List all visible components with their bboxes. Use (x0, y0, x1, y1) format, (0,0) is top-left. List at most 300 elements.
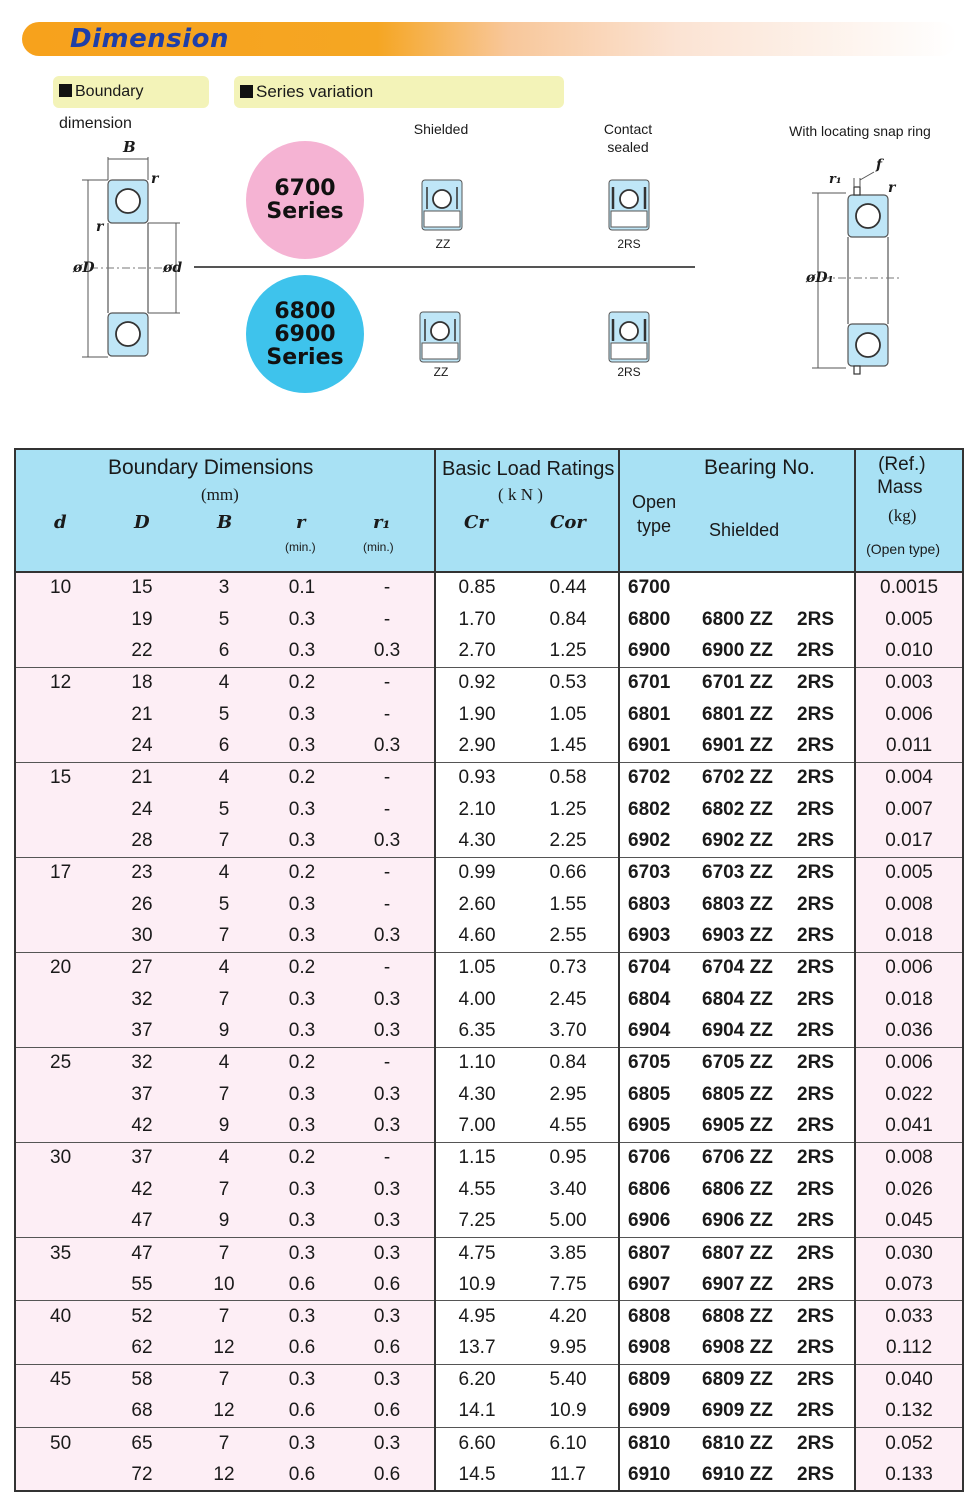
table-row (15, 1269, 963, 1301)
cell-cor: 2.55 (518, 921, 619, 953)
cell-sh: 6905 ZZ (696, 1111, 797, 1143)
cell-B: 4 (184, 667, 264, 699)
series-6800-6900-badge (246, 275, 364, 393)
cell-cr: 2.90 (435, 730, 518, 762)
square-bullet-icon (240, 85, 253, 98)
cell-cr: 6.60 (435, 1428, 518, 1460)
cell-r1: - (340, 667, 435, 699)
cell-cor: 1.25 (518, 635, 619, 667)
cell-d (15, 604, 100, 636)
label-r-snap: r (888, 180, 896, 196)
series-divider (194, 266, 695, 268)
cell-cor: 3.70 (518, 1016, 619, 1048)
cell-cr: 10.9 (435, 1269, 518, 1301)
shielded-bearing-icon-6700 (421, 179, 463, 231)
cell-sh: 6906 ZZ (696, 1206, 797, 1238)
table-row (15, 1111, 963, 1143)
cell-B: 5 (184, 794, 264, 826)
cell-r1: 0.3 (340, 635, 435, 667)
cell-D: 15 (100, 572, 184, 604)
cell-open: 6901 (619, 730, 696, 762)
cell-D: 21 (100, 699, 184, 731)
cell-r: 0.2 (264, 952, 340, 984)
series-6700-number: 6700 (274, 176, 336, 201)
cell-r1: 0.3 (340, 1301, 435, 1333)
cell-cor: 9.95 (518, 1333, 619, 1365)
cell-cr: 4.95 (435, 1301, 518, 1333)
cell-cr: 7.00 (435, 1111, 518, 1143)
cell-cr: 1.15 (435, 1142, 518, 1174)
label-f: f (876, 157, 883, 173)
series-6800-word: Series (266, 344, 344, 370)
cell-B: 7 (184, 921, 264, 953)
contact-sealed-line1: Contact (603, 121, 653, 137)
cell-cor: 0.58 (518, 762, 619, 794)
cell-mass: 0.006 (855, 699, 963, 731)
cell-d (15, 1269, 100, 1301)
cell-sh: 6806 ZZ (696, 1174, 797, 1206)
cell-B: 12 (184, 1459, 264, 1491)
cell-cr: 0.93 (435, 762, 518, 794)
cell-cr: 0.92 (435, 667, 518, 699)
cell-D: 55 (100, 1269, 184, 1301)
cell-mass: 0.022 (855, 1079, 963, 1111)
cell-open: 6800 (619, 604, 696, 636)
tab-series-variation[interactable] (234, 76, 564, 108)
cell-rs: 2RS (797, 1047, 855, 1079)
cell-mass: 0.006 (855, 1047, 963, 1079)
cell-open: 6805 (619, 1079, 696, 1111)
cell-B: 10 (184, 1269, 264, 1301)
cell-r1: 0.3 (340, 1111, 435, 1143)
cell-open: 6900 (619, 635, 696, 667)
cell-r1: 0.3 (340, 921, 435, 953)
table-row (15, 826, 963, 858)
cell-cr: 1.10 (435, 1047, 518, 1079)
cell-sh: 6907 ZZ (696, 1269, 797, 1301)
cell-r1: - (340, 857, 435, 889)
cell-d (15, 1333, 100, 1365)
bearing-header-label: Bearing No. (704, 456, 815, 479)
cell-D: 24 (100, 730, 184, 762)
cell-r: 0.2 (264, 762, 340, 794)
cell-mass: 0.007 (855, 794, 963, 826)
cell-mass: 0.073 (855, 1269, 963, 1301)
cell-sh: 6803 ZZ (696, 889, 797, 921)
cell-mass: 0.008 (855, 1142, 963, 1174)
cell-rs: 2RS (797, 889, 855, 921)
cell-rs: 2RS (797, 1016, 855, 1048)
cell-cor: 1.05 (518, 699, 619, 731)
cell-r1: - (340, 1047, 435, 1079)
cell-r: 0.3 (264, 1079, 340, 1111)
cell-r: 0.3 (264, 1301, 340, 1333)
cell-rs: 2RS (797, 699, 855, 731)
cell-sh: 6706 ZZ (696, 1142, 797, 1174)
cell-sh: 6805 ZZ (696, 1079, 797, 1111)
cell-r: 0.3 (264, 1364, 340, 1396)
cell-D: 32 (100, 984, 184, 1016)
cell-cor: 0.84 (518, 1047, 619, 1079)
load-header-label: Basic Load Ratings (442, 458, 615, 480)
boundary-header-label: Boundary Dimensions (108, 456, 314, 479)
cell-rs: 2RS (797, 921, 855, 953)
cell-cr: 1.70 (435, 604, 518, 636)
cell-cor: 4.20 (518, 1301, 619, 1333)
cell-d: 40 (15, 1301, 100, 1333)
table-row (15, 762, 963, 794)
cell-rs: 2RS (797, 1459, 855, 1491)
cell-rs: 2RS (797, 1174, 855, 1206)
cell-rs: 2RS (797, 1079, 855, 1111)
table-row (15, 667, 963, 699)
cell-open: 6702 (619, 762, 696, 794)
cell-rs: 2RS (797, 762, 855, 794)
cell-mass: 0.040 (855, 1364, 963, 1396)
cell-sh: 6808 ZZ (696, 1301, 797, 1333)
cell-mass: 0.018 (855, 921, 963, 953)
cell-mass: 0.005 (855, 604, 963, 636)
cell-rs: 2RS (797, 952, 855, 984)
cell-r: 0.3 (264, 699, 340, 731)
cell-r: 0.6 (264, 1396, 340, 1428)
cell-r1: 0.6 (340, 1269, 435, 1301)
cell-rs: 2RS (797, 1364, 855, 1396)
tab-boundary-dimension[interactable] (53, 76, 209, 132)
mm-unit-label: (mm) (201, 485, 239, 504)
cell-d: 20 (15, 952, 100, 984)
label-r-left: r (96, 219, 104, 235)
table-row (15, 1174, 963, 1206)
cell-r: 0.6 (264, 1459, 340, 1491)
label-r1: r₁ (829, 172, 842, 187)
label-snap-diameter: øD₁ (806, 270, 834, 286)
cell-cr: 4.30 (435, 826, 518, 858)
contact-sealed-label (582, 120, 674, 156)
cell-d (15, 826, 100, 858)
cell-open: 6809 (619, 1364, 696, 1396)
cell-r: 0.3 (264, 1016, 340, 1048)
cell-rs: 2RS (797, 604, 855, 636)
table-row (15, 1237, 963, 1269)
cell-r: 0.3 (264, 1111, 340, 1143)
cell-B: 4 (184, 1047, 264, 1079)
series-6800-number: 6800 (274, 298, 336, 324)
col-cor-label: Cor (550, 512, 586, 533)
cell-r: 0.2 (264, 1047, 340, 1079)
cell-mass: 0.036 (855, 1016, 963, 1048)
table-row (15, 1301, 963, 1333)
cell-rs: 2RS (797, 635, 855, 667)
cell-cr: 4.30 (435, 1079, 518, 1111)
cell-mass: 0.026 (855, 1174, 963, 1206)
cell-sh: 6800 ZZ (696, 604, 797, 636)
sealed-bearing-icon-6700 (608, 179, 650, 231)
table-row (15, 984, 963, 1016)
cell-cor: 11.7 (518, 1459, 619, 1491)
cell-B: 7 (184, 1174, 264, 1206)
cell-r1: - (340, 699, 435, 731)
cell-rs: 2RS (797, 667, 855, 699)
cell-cor: 1.25 (518, 794, 619, 826)
cell-B: 7 (184, 1364, 264, 1396)
cell-cr: 4.60 (435, 921, 518, 953)
mass-label: Mass (877, 477, 923, 498)
cell-r: 0.3 (264, 635, 340, 667)
cell-open: 6902 (619, 826, 696, 858)
tab-boundary-label: Boundary dimension (59, 83, 144, 132)
rs-label-6700: 2RS (617, 237, 641, 251)
cell-sh: 6903 ZZ (696, 921, 797, 953)
cell-sh: 6904 ZZ (696, 1016, 797, 1048)
cell-sh: 6810 ZZ (696, 1428, 797, 1460)
cell-cr: 4.55 (435, 1174, 518, 1206)
cell-B: 7 (184, 984, 264, 1016)
tab-series-label: Series variation (256, 82, 374, 101)
cell-d: 25 (15, 1047, 100, 1079)
cell-r1: 0.3 (340, 1364, 435, 1396)
cell-cor: 2.45 (518, 984, 619, 1016)
cell-d: 17 (15, 857, 100, 889)
cell-r: 0.3 (264, 1206, 340, 1238)
cell-D: 22 (100, 635, 184, 667)
cell-D: 52 (100, 1301, 184, 1333)
cell-d (15, 1459, 100, 1491)
cell-rs: 2RS (797, 730, 855, 762)
table-row (15, 921, 963, 953)
cell-rs: 2RS (797, 794, 855, 826)
cell-D: 32 (100, 1047, 184, 1079)
cell-open: 6807 (619, 1237, 696, 1269)
table-row (15, 1459, 963, 1491)
cell-open: 6907 (619, 1269, 696, 1301)
cell-open: 6804 (619, 984, 696, 1016)
cell-d: 30 (15, 1142, 100, 1174)
cell-cr: 14.1 (435, 1396, 518, 1428)
cell-open: 6810 (619, 1428, 696, 1460)
header-boundary-dimensions (15, 449, 435, 572)
cell-B: 3 (184, 572, 264, 604)
table-row (15, 572, 963, 604)
cell-sh: 6908 ZZ (696, 1333, 797, 1365)
cell-r: 0.3 (264, 889, 340, 921)
cell-sh: 6804 ZZ (696, 984, 797, 1016)
cell-D: 18 (100, 667, 184, 699)
cell-r: 0.3 (264, 730, 340, 762)
cell-r1: - (340, 794, 435, 826)
series-6700-badge (246, 141, 364, 259)
cell-cor: 0.44 (518, 572, 619, 604)
table-row (15, 952, 963, 984)
cell-cor: 0.66 (518, 857, 619, 889)
table-row (15, 1142, 963, 1174)
cell-r1: 0.3 (340, 1206, 435, 1238)
cell-mass: 0.133 (855, 1459, 963, 1491)
shielded-col-label: Shielded (709, 520, 780, 540)
cell-B: 6 (184, 730, 264, 762)
cell-d (15, 794, 100, 826)
cell-r: 0.3 (264, 984, 340, 1016)
cell-d (15, 730, 100, 762)
cell-sh: 6809 ZZ (696, 1364, 797, 1396)
cell-open: 6704 (619, 952, 696, 984)
table-row (15, 635, 963, 667)
cell-d (15, 1079, 100, 1111)
cell-B: 6 (184, 635, 264, 667)
cell-mass: 0.112 (855, 1333, 963, 1365)
cell-cr: 6.20 (435, 1364, 518, 1396)
cell-B: 4 (184, 762, 264, 794)
cell-open: 6910 (619, 1459, 696, 1491)
col-r1-label: r₁ (373, 512, 391, 533)
cell-cr: 2.60 (435, 889, 518, 921)
cell-rs: 2RS (797, 1269, 855, 1301)
col-d-label: d (54, 512, 67, 533)
r-min-label: (min.) (285, 540, 316, 554)
cell-D: 58 (100, 1364, 184, 1396)
cell-open: 6904 (619, 1016, 696, 1048)
header-mass (855, 449, 963, 572)
contact-sealed-line2: sealed (607, 139, 649, 155)
cell-r1: 0.6 (340, 1396, 435, 1428)
table-row (15, 1396, 963, 1428)
cell-B: 12 (184, 1396, 264, 1428)
cell-D: 28 (100, 826, 184, 858)
dimension-table (14, 448, 962, 1492)
table-row (15, 730, 963, 762)
table-row (15, 857, 963, 889)
cell-B: 5 (184, 889, 264, 921)
page-title: Dimension (70, 24, 229, 54)
cell-open: 6906 (619, 1206, 696, 1238)
cell-mass: 0.045 (855, 1206, 963, 1238)
cell-d: 10 (15, 572, 100, 604)
cell-B: 4 (184, 1142, 264, 1174)
cell-open: 6908 (619, 1333, 696, 1365)
shielded-label: Shielded (413, 121, 469, 137)
cell-open: 6801 (619, 699, 696, 731)
open-type-label: (Open type) (866, 541, 941, 557)
cell-d: 45 (15, 1364, 100, 1396)
cell-r1: 0.3 (340, 1174, 435, 1206)
cell-cor: 0.73 (518, 952, 619, 984)
cell-r1: - (340, 762, 435, 794)
cell-open: 6701 (619, 667, 696, 699)
cell-B: 4 (184, 952, 264, 984)
cell-rs: 2RS (797, 1301, 855, 1333)
cell-r1: - (340, 1142, 435, 1174)
cell-d (15, 984, 100, 1016)
cell-B: 7 (184, 1301, 264, 1333)
type-label: type (637, 516, 672, 536)
cell-open: 6909 (619, 1396, 696, 1428)
dimension-table-body (15, 572, 963, 1491)
cell-r1: - (340, 952, 435, 984)
kg-unit-label: (kg) (888, 506, 917, 525)
cell-mass: 0.0015 (855, 572, 963, 604)
cell-sh: 6705 ZZ (696, 1047, 797, 1079)
zz-label-6700: ZZ (435, 237, 451, 251)
label-outer-diameter: øD (73, 260, 95, 276)
cell-mass: 0.017 (855, 826, 963, 858)
col-r-label: r (296, 512, 306, 533)
cell-rs: 2RS (797, 1396, 855, 1428)
cell-cor: 2.25 (518, 826, 619, 858)
cell-r1: 0.3 (340, 1016, 435, 1048)
header-bearing-no (619, 449, 855, 572)
cell-cr: 6.35 (435, 1016, 518, 1048)
cell-open: 6705 (619, 1047, 696, 1079)
cell-sh: 6900 ZZ (696, 635, 797, 667)
cell-sh: 6807 ZZ (696, 1237, 797, 1269)
cell-mass: 0.018 (855, 984, 963, 1016)
cell-d (15, 921, 100, 953)
cell-D: 19 (100, 604, 184, 636)
cell-r1: 0.3 (340, 1237, 435, 1269)
cell-r: 0.3 (264, 1428, 340, 1460)
cell-D: 37 (100, 1016, 184, 1048)
cell-B: 7 (184, 826, 264, 858)
cell-D: 47 (100, 1206, 184, 1238)
label-r-top: r (151, 171, 159, 187)
cell-d (15, 699, 100, 731)
cell-open: 6703 (619, 857, 696, 889)
cell-B: 7 (184, 1428, 264, 1460)
zz-label-6800: ZZ (433, 365, 449, 379)
series-6900-number: 6900 (274, 321, 336, 347)
cell-cr: 13.7 (435, 1333, 518, 1365)
sealed-bearing-icon-6800 (608, 311, 650, 363)
cell-D: 42 (100, 1111, 184, 1143)
cell-B: 9 (184, 1111, 264, 1143)
cell-r1: 0.6 (340, 1333, 435, 1365)
cell-sh: 6703 ZZ (696, 857, 797, 889)
cell-d (15, 1016, 100, 1048)
cell-D: 30 (100, 921, 184, 953)
col-cr-label: Cr (464, 512, 488, 533)
table-row (15, 699, 963, 731)
cell-B: 4 (184, 857, 264, 889)
ref-label: (Ref.) (878, 454, 926, 475)
cell-rs: 2RS (797, 857, 855, 889)
cell-d (15, 1174, 100, 1206)
cell-open: 6706 (619, 1142, 696, 1174)
cell-open: 6802 (619, 794, 696, 826)
cell-sh: 6901 ZZ (696, 730, 797, 762)
cell-B: 5 (184, 604, 264, 636)
cell-cor: 1.45 (518, 730, 619, 762)
cell-mass: 0.132 (855, 1396, 963, 1428)
cell-B: 12 (184, 1333, 264, 1365)
cell-B: 7 (184, 1079, 264, 1111)
cell-rs: 2RS (797, 1237, 855, 1269)
cell-r: 0.3 (264, 794, 340, 826)
rs-label-6800: 2RS (617, 365, 641, 379)
cell-D: 21 (100, 762, 184, 794)
cell-D: 24 (100, 794, 184, 826)
cell-sh: 6701 ZZ (696, 667, 797, 699)
table-row (15, 794, 963, 826)
cell-sh: 6801 ZZ (696, 699, 797, 731)
header-load-ratings (435, 449, 619, 572)
cell-d (15, 1396, 100, 1428)
cell-cor: 1.55 (518, 889, 619, 921)
cell-D: 23 (100, 857, 184, 889)
table-row (15, 1206, 963, 1238)
label-B: B (123, 138, 136, 156)
cell-sh: 6902 ZZ (696, 826, 797, 858)
label-inner-diameter: ød (163, 260, 183, 276)
